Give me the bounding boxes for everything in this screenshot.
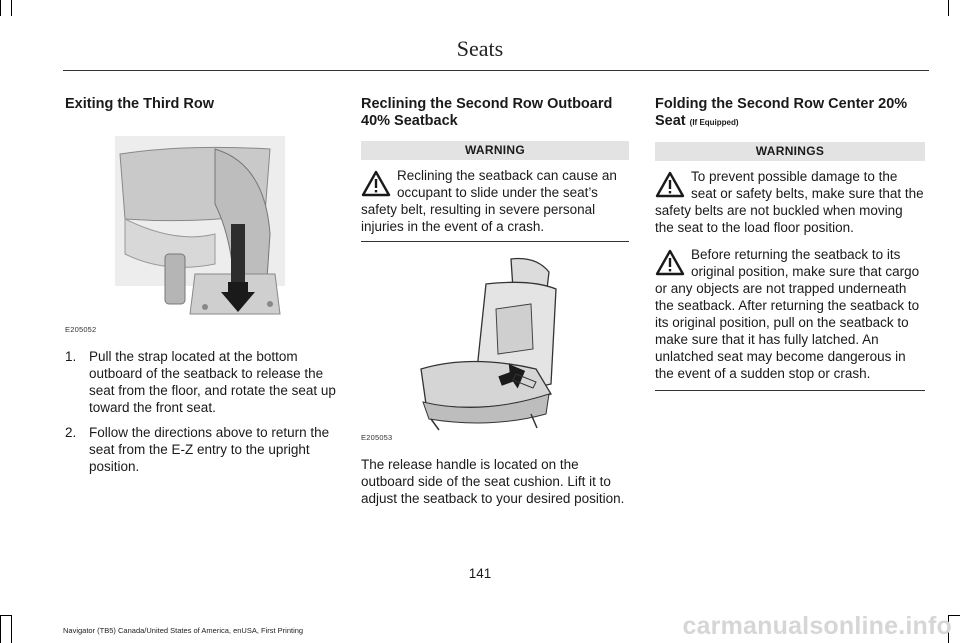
step-text: Follow the directions above to return the seat from the E-Z entry to the upright position. (89, 425, 330, 474)
warning-block (361, 160, 629, 241)
body-text: The release handle is located on the outboard side of the seat cushion. Lift it to adjust the seatback to your desired position. (361, 457, 625, 506)
column-exiting-third-row (65, 96, 337, 483)
warning-icon (655, 249, 685, 276)
section-heading: Exiting the Third Row (65, 96, 215, 112)
figure-second-row-seat (361, 254, 629, 442)
warning-text: To prevent possible damage to the seat or safety belts, make sure that the safety belts are not buckled when moving the seat to the load floor position. (655, 169, 924, 235)
warning-divider (655, 390, 925, 391)
column-folding-second-row-center (655, 96, 925, 391)
figure-third-row-strap (65, 124, 337, 334)
watermark: carmanualsonline.info (682, 612, 952, 640)
step-number: 1. (65, 349, 77, 364)
crop-mark (0, 615, 12, 616)
crop-mark (11, 0, 12, 16)
figure-id: E205053 (361, 433, 393, 442)
steps-list (65, 348, 337, 475)
crop-mark (0, 615, 1, 643)
warning-icon (361, 170, 391, 197)
list-item (65, 424, 337, 475)
heading-line: 40% Seatback (361, 113, 458, 129)
heading-line: Reclining the Second Row Outboard (361, 96, 613, 112)
warning-block (655, 236, 925, 390)
list-item (65, 348, 337, 416)
crop-mark (11, 615, 12, 643)
warning-label: WARNING (361, 141, 629, 160)
section-heading (655, 96, 925, 131)
figure-id: E205052 (65, 325, 97, 334)
heading-line: Folding the Second Row Center 20% (655, 96, 908, 112)
footer-text: Navigator (TB5) Canada/United States of America, enUSA, First Printing (63, 626, 304, 635)
warning-divider (361, 241, 629, 242)
page-number: 141 (468, 566, 492, 581)
if-equipped-note: (If Equipped) (689, 118, 739, 127)
crop-mark (948, 0, 949, 16)
warning-label: WARNINGS (655, 142, 925, 161)
crop-mark (0, 0, 1, 16)
step-text: Pull the strap located at the bottom outboard of the seatback to release the seat from the floor, and rotate the seat up toward the front seat. (89, 349, 336, 415)
section-heading (361, 96, 629, 130)
column-reclining-second-row (361, 96, 629, 507)
warning-text: Before returning the seatback to its original position, make sure that cargo or any objects are not trapped underneath the seatback. After returning the seatback to its original position, pull on the seatback to make sure that it has fully latched. An unlatched seat may become dangerous in the event of a sudden stop or crash. (655, 247, 920, 381)
header-divider (63, 70, 929, 71)
heading-line: Seat (655, 113, 686, 129)
warning-block (655, 161, 925, 236)
page-title: Seats (456, 36, 504, 61)
third-row-strap-illustration (65, 124, 337, 324)
step-number: 2. (65, 425, 77, 440)
warning-text: Reclining the seatback can cause an occupant to slide under the seat’s safety belt, resulting in severe personal injuries in the event of a crash. (361, 168, 617, 234)
second-row-seat-illustration (361, 254, 629, 432)
warning-icon (655, 171, 685, 198)
